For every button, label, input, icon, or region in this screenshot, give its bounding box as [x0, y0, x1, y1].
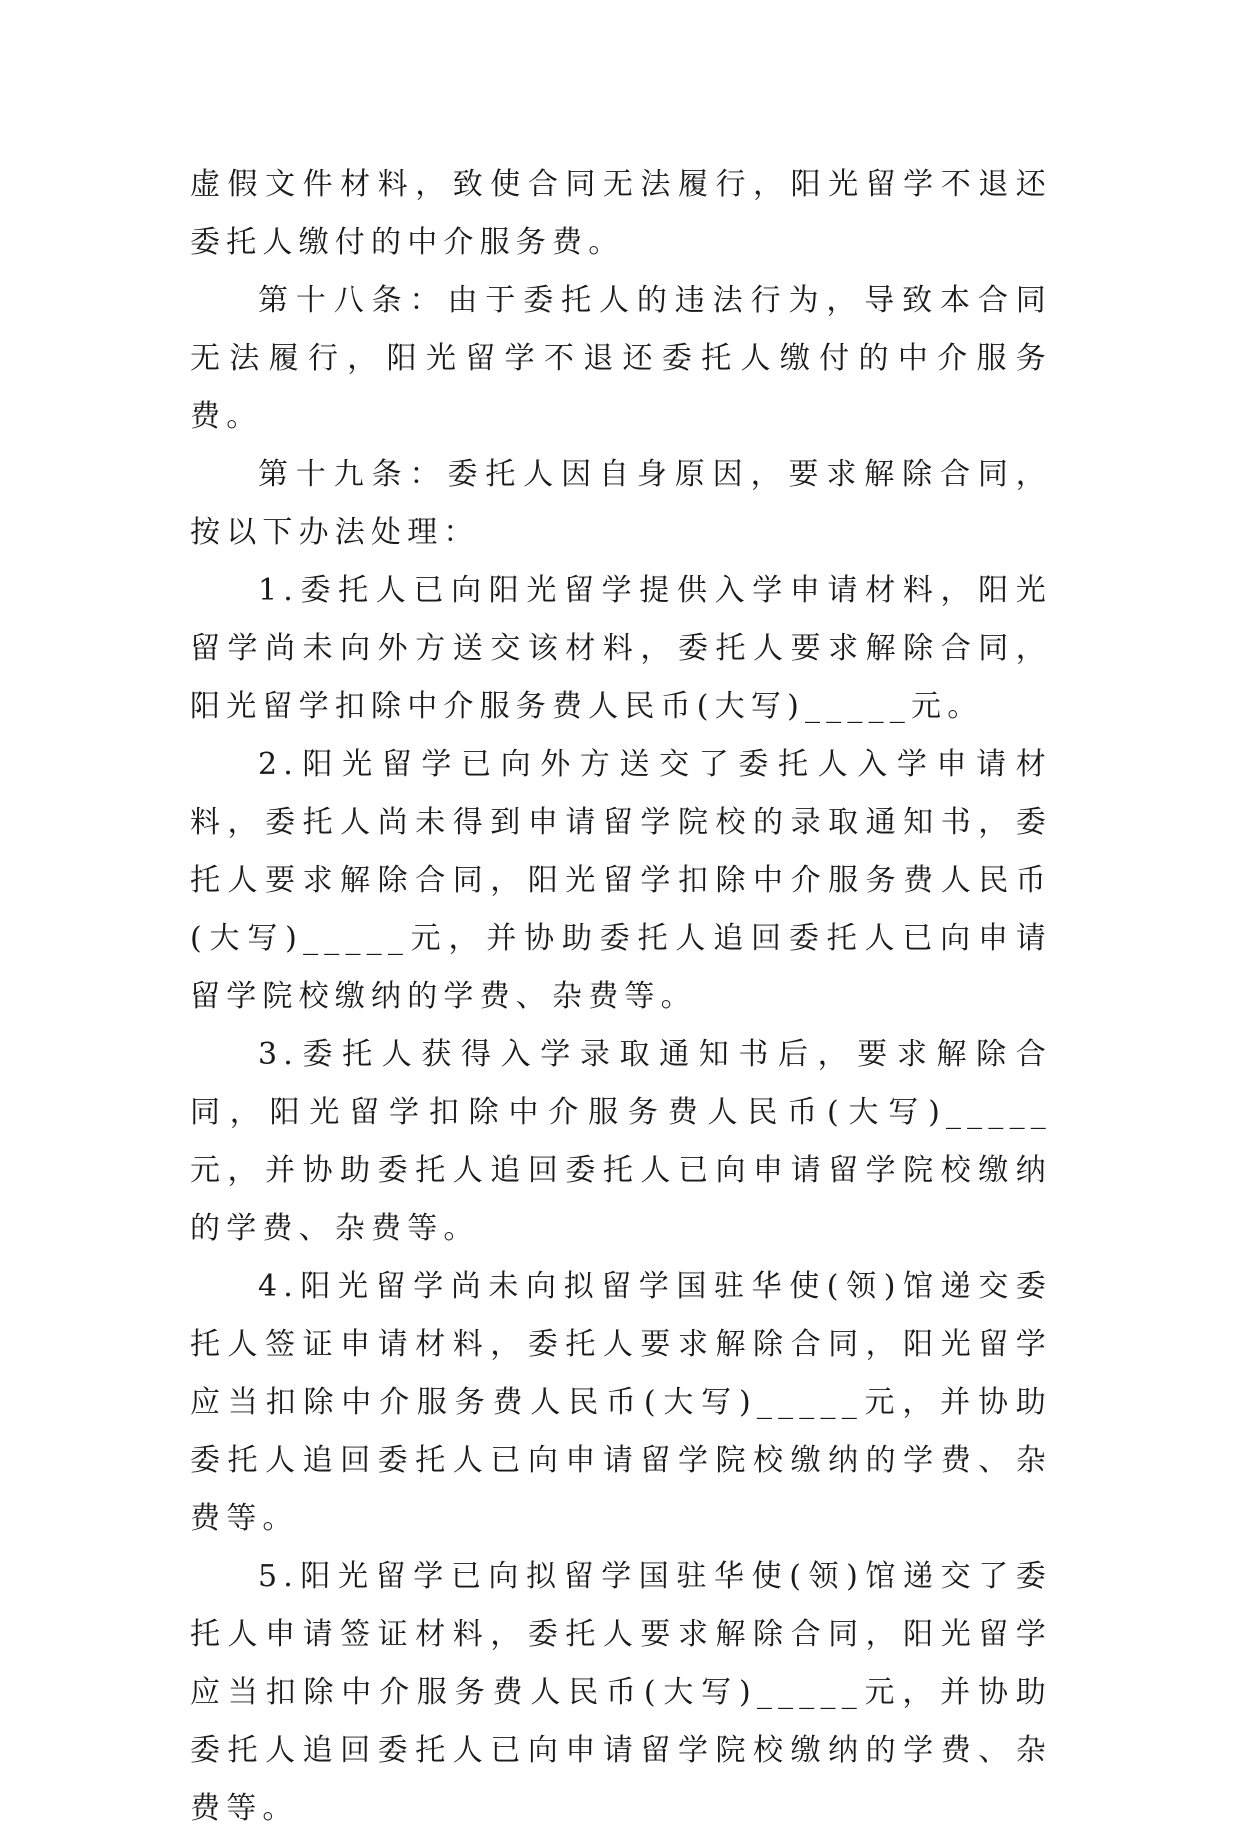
document-page [190, 156, 1052, 1838]
paragraph-article-18: 第十八条：由于委托人的违法行为，导致本合同无法履行，阳光留学不退还委托人缴付的中介服务费。 [190, 283, 1052, 434]
paragraph-article-19: 第十九条：委托人因自身原因，要求解除合同，按以下办法处理： [190, 457, 1052, 550]
paragraph-item-1: 1.委托人已向阳光留学提供入学申请材料，阳光留学尚未向外方送交该材料，委托人要求解除合同，阳光留学扣除中介服务费人民币(大写)_____元。 [190, 573, 1052, 724]
paragraph-item-5: 5.阳光留学已向拟留学国驻华使(领)馆递交了委托人申请签证材料，委托人要求解除合同，阳光留学应当扣除中介服务费人民币(大写)_____元，并协助委托人追回委托人已向申请留学院校缴纳的学费、杂费等。 [190, 1559, 1052, 1826]
paragraph-item-3: 3.委托人获得入学录取通知书后，要求解除合同，阳光留学扣除中介服务费人民币(大写)_____元，并协助委托人追回委托人已向申请留学院校缴纳的学费、杂费等。 [190, 1037, 1052, 1246]
paragraph-item-4: 4.阳光留学尚未向拟留学国驻华使(领)馆递交委托人签证申请材料，委托人要求解除合同，阳光留学应当扣除中介服务费人民币(大写)_____元，并协助委托人追回委托人已向申请留学院校缴纳的学费、杂费等。 [190, 1269, 1052, 1536]
paragraph-item-2: 2.阳光留学已向外方送交了委托人入学申请材料，委托人尚未得到申请留学院校的录取通知书，委托人要求解除合同，阳光留学扣除中介服务费人民币(大写)_____元，并协助委托人追回委托人已向申请留学院校缴纳的学费、杂费等。 [190, 747, 1052, 1014]
paragraph-continuation: 虚假文件材料，致使合同无法履行，阳光留学不退还委托人缴付的中介服务费。 [190, 167, 1052, 260]
